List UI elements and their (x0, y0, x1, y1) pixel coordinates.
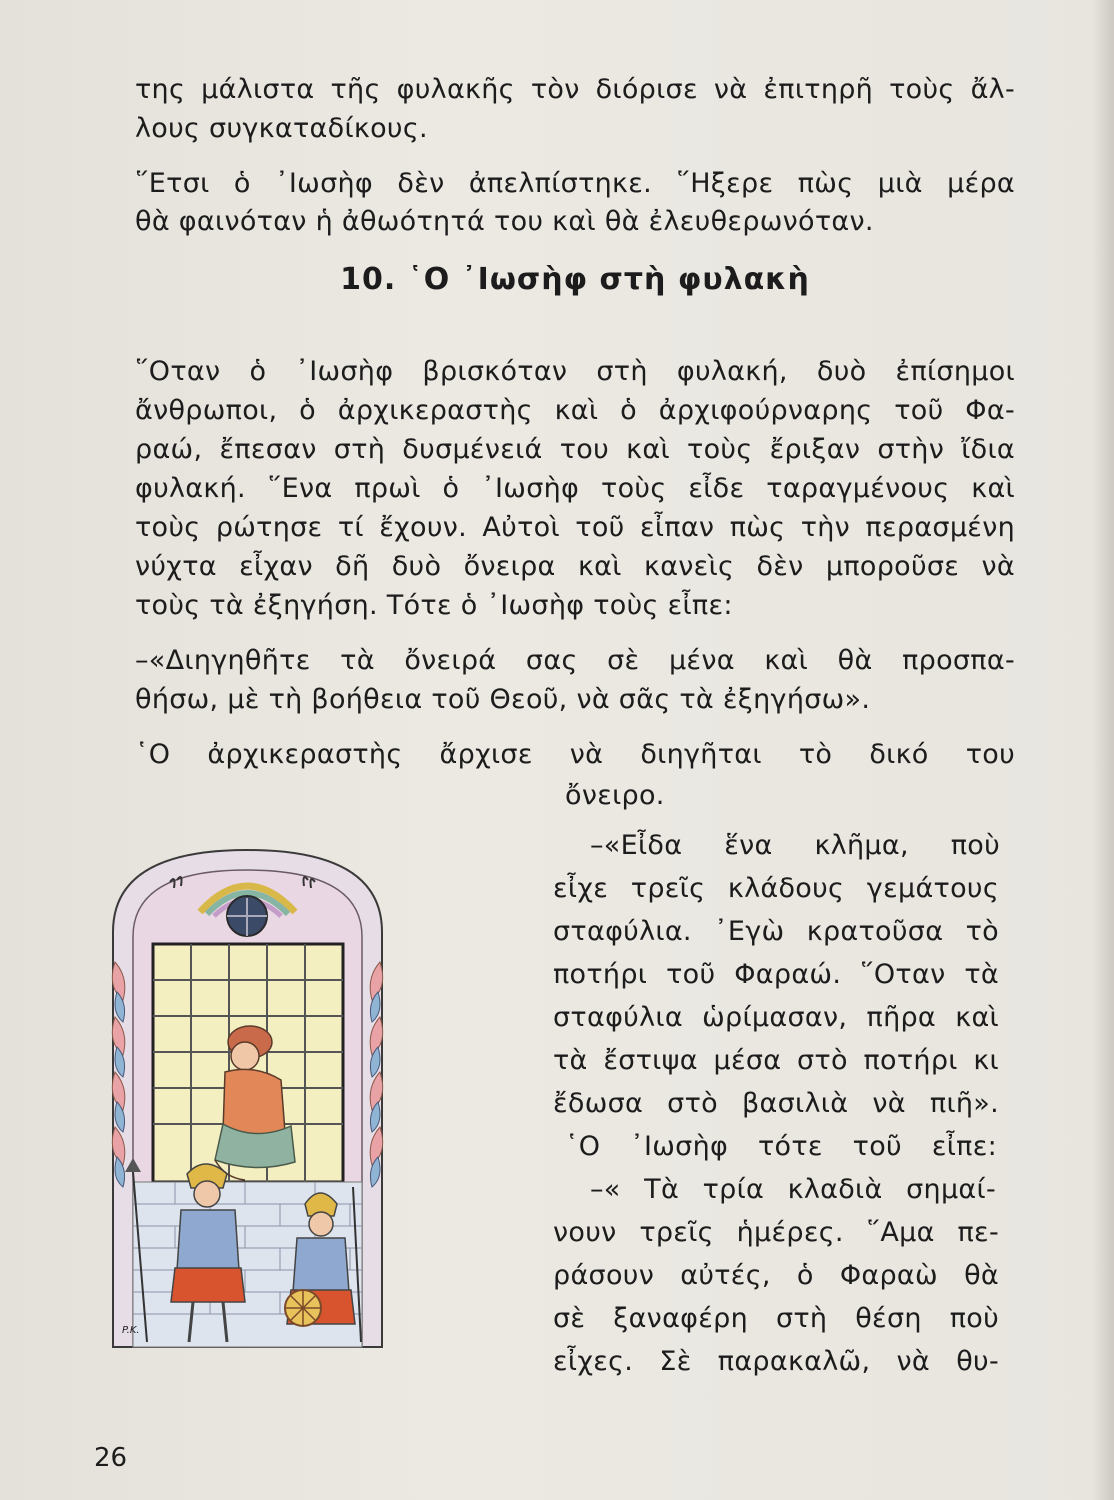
text-line: σταφύλια ὡρίμασαν, πῆρα καὶ (553, 1002, 999, 1033)
page-number: 26 (94, 1443, 128, 1473)
text-line: ῞Ετσι ὁ ᾽Ιωσὴφ δὲν ἀπελπίστηκε. ῞Ηξερε πὼς μιὰ μέρα (135, 168, 1015, 199)
text-line: ῞Οταν ὁ ᾽Ιωσὴφ βρισκόταν στὴ φυλακή, δυὸ ἐπίσημοι (135, 356, 1015, 387)
text-line: ἄνθρωποι, ὁ ἀρχικεραστὴς καὶ ὁ ἀρχιφούρναρης τοῦ Φα- (135, 395, 1015, 426)
text-line: τοὺς τὰ ἐξηγήση. Τότε ὁ ᾽Ιωσὴφ τοὺς εἶπε: (135, 590, 733, 621)
text-line: λους συγκαταδίκους. (135, 113, 428, 144)
text-line: ῾Ο ᾽Ιωσὴφ τότε τοῦ εἶπε: (565, 1131, 997, 1162)
text-line: ποτήρι τοῦ Φαραώ. ῞Οταν τὰ (553, 959, 999, 990)
prison-illustration (105, 842, 390, 1352)
text-line: εἶχες. Σὲ παρακαλῶ, νὰ θυ- (553, 1346, 999, 1377)
text-line: σὲ ξαναφέρη στὴ θέση ποὺ (553, 1303, 999, 1334)
text-line: –«Εἶδα ἕνα κλῆμα, ποὺ (590, 830, 1000, 861)
text-line: σταφύλια. ᾽Εγὼ κρατοῦσα τὸ (553, 916, 999, 947)
text-line: νύχτα εἶχαν δῆ δυὸ ὄνειρα καὶ κανεὶς δὲν μποροῦσε νὰ (135, 551, 1015, 582)
text-line: –«Διηγηθῆτε τὰ ὄνειρά σας σὲ μένα καὶ θὰ προσπα- (135, 645, 1015, 676)
illustration-signature: P.K. (122, 1325, 140, 1336)
text-line: εἶχε τρεῖς κλάδους γεμάτους (553, 873, 999, 904)
page-gutter-shadow (1092, 0, 1114, 1500)
text-line: τοὺς ρώτησε τί ἔχουν. Αὐτοὶ τοῦ εἶπαν πὼς τὴν περασμένη (135, 512, 1015, 543)
text-line: –« Τὰ τρία κλαδιὰ σημαί- (590, 1174, 996, 1205)
section-title: 10. ῾Ο ᾽Ιωσὴφ στὴ φυλακὴ (340, 262, 810, 297)
text-line: ράσουν αὐτές, ὁ Φαραὼ θὰ (553, 1260, 999, 1291)
text-line: φυλακή. ῞Ενα πρωὶ ὁ ᾽Ιωσὴφ τοὺς εἶδε ταραγμένους καὶ (135, 473, 1015, 504)
text-line: της μάλιστα τῆς φυλακῆς τὸν διόρισε νὰ ἐπιτηρῆ τοὺς ἄλ- (135, 74, 1015, 105)
text-line: ἔδωσα στὸ βασιλιὰ νὰ πιῆ». (553, 1088, 999, 1119)
text-line: τὰ ἔστιψα μέσα στὸ ποτήρι κι (553, 1045, 999, 1076)
text-line: ὄνειρο. (565, 780, 665, 811)
text-line: ραώ, ἔπεσαν στὴ δυσμένειά του καὶ τοὺς ἔριξαν στὴν ἴδια (135, 434, 1015, 465)
text-line: νουν τρεῖς ἡμέρες. ῞Αμα πε- (553, 1217, 999, 1248)
text-line: θὰ φαινόταν ἡ ἀθωότητά του καὶ θὰ ἐλευθερωνόταν. (135, 206, 874, 237)
text-line: θήσω, μὲ τὴ βοήθεια τοῦ Θεοῦ, νὰ σᾶς τὰ ἐξηγήσω». (135, 684, 871, 715)
text-line: ῾Ο ἀρχικεραστὴς ἄρχισε νὰ διηγῆται τὸ δικό του (135, 739, 1015, 770)
